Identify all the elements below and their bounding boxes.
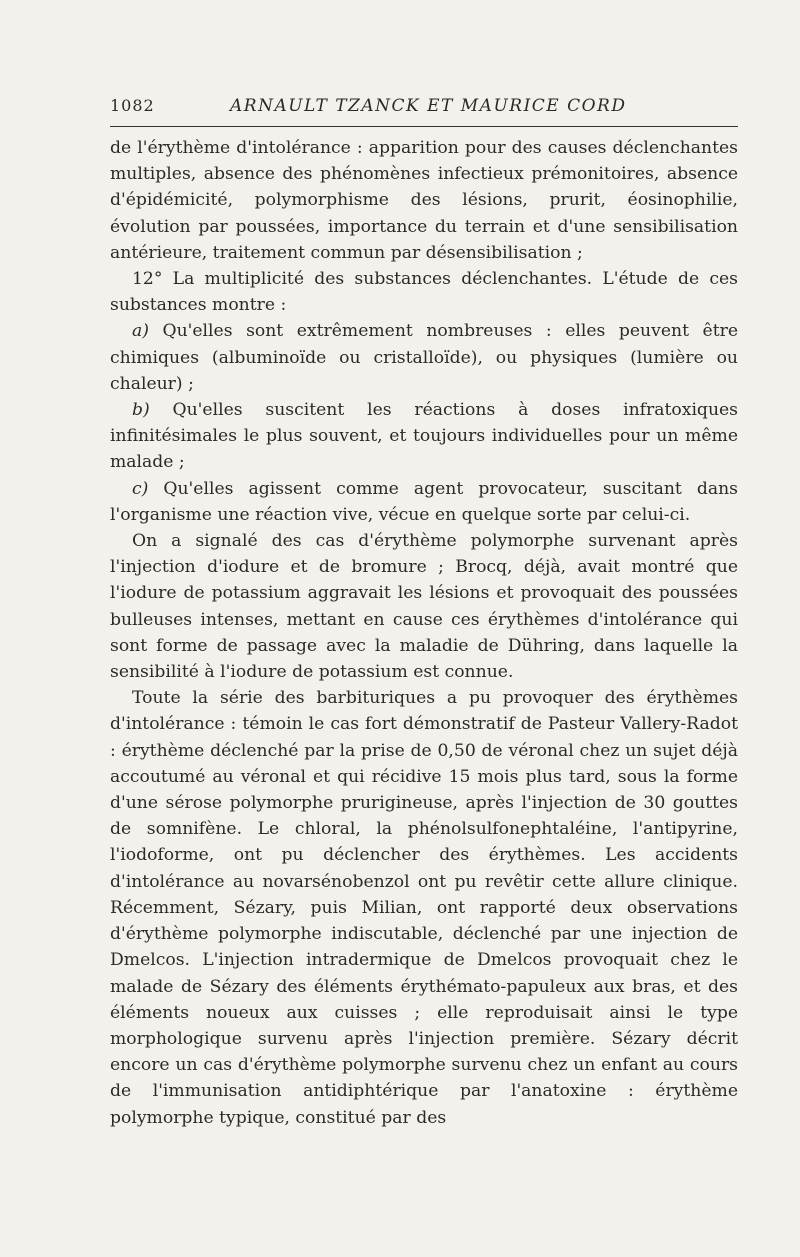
- list-marker: a): [132, 321, 149, 342]
- paragraph-text: Qu'elles agissent comme agent provocateur, suscitant dans l'organisme une réaction vive, vécue en quelque sorte par celui-ci.: [110, 478, 738, 525]
- body-text: [110, 135, 738, 1131]
- paragraph: [110, 135, 738, 266]
- paragraph-text: de l'érythème d'intolérance : apparition pour des causes déclenchantes multiples, absence des phénomènes infectieux prémonitoires, absence d'épidémicité, polymorphisme des lésions, prurit, éosinophilie, évolution par poussées, importance du terrain et d'une sensibilisation antérieure, traitement commun par désensibilisation ;: [110, 138, 738, 263]
- paragraph-text: On a signalé des cas d'érythème polymorphe survenant après l'injection d'iodure et de bromure ; Brocq, déjà, avait montré que l'iodure de potassium aggravait les lésions et provoquait des poussées bulleuses intenses, mettant en cause ces érythèmes d'intolérance qui sont forme de passage avec la maladie de Dühring, dans laquelle la sensibilité à l'iodure de potassium est connue.: [110, 531, 738, 683]
- paragraph-text: Qu'elles suscitent les réactions à doses infratoxiques infinitésimales le plus souvent, et toujours individuelles pour un même malade ;: [110, 400, 738, 473]
- list-marker: c): [132, 478, 149, 499]
- paragraph: [110, 528, 738, 685]
- paragraph-text: Qu'elles sont extrêmement nombreuses : elles peuvent être chimiques (albuminoïde ou cristalloïde), ou physiques (lumière ou chaleur) ;: [110, 321, 738, 394]
- paragraph: [110, 318, 738, 397]
- page-header: [110, 90, 738, 118]
- paragraph-text: Toute la série des barbituriques a pu provoquer des érythèmes d'intolérance : témoin le cas fort démonstratif de Pasteur Vallery-Radot : érythème déclenché par la prise de 0,50 de véronal chez un sujet déjà accoutumé au véronal et qui récidive 15 mois plus tard, sous la forme d'une sérose polymorphe prurigineuse, après l'injection de 30 gouttes de somnifène. Le chloral, la phénolsulfonephtaléine, l'antipyrine, l'iodoforme, ont pu déclencher des érythèmes. Les accidents d'intolérance au novarsénobenzol ont pu revêtir cette allure clinique. Récemment, Sézary, puis Milian, ont rapporté deux observations d'érythème polymorphe indiscutable, déclenché par une injection de Dmelcos. L'injection intradermique de Dmelcos provoquait chez le malade de Sézary des éléments érythémato-papuleux aux bras, et des éléments noueux aux cuisses ; elle reproduisait ainsi le type morphologique survenu après l'injection première. Sézary décrit encore un cas d'érythème polymorphe survenu chez un enfant au cours de l'immunisation antidiphtérique par l'anatoxine : érythème polymorphe typique, constitué par des: [110, 688, 738, 1128]
- list-marker: b): [132, 400, 150, 421]
- paragraph: [110, 266, 738, 318]
- paragraph: [110, 685, 738, 1130]
- paragraph: [110, 397, 738, 476]
- paragraph-text: 12° La multiplicité des substances déclenchantes. L'étude de ces substances montre :: [110, 269, 738, 316]
- page: [110, 90, 738, 1131]
- running-title: ARNAULT TZANCK ET MAURICE CORD: [230, 96, 627, 116]
- header-rule: [110, 126, 738, 127]
- page-number: 1082: [110, 96, 155, 115]
- paragraph: [110, 476, 738, 528]
